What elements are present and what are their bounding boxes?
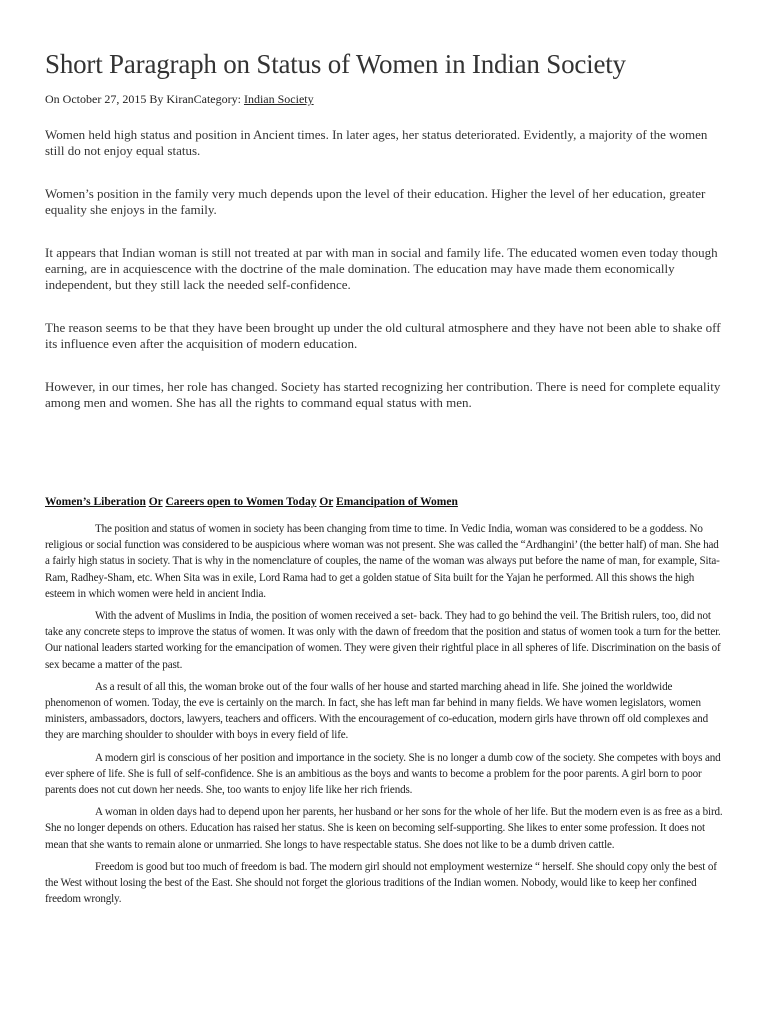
category-link[interactable]: Indian Society bbox=[243, 92, 314, 106]
post-meta bbox=[45, 92, 723, 107]
document-paragraph: Freedom is good but too much of freedom is bad. The modern girl should not employment westernize “ herself. She should copy only the best of the West without losing the best of the East. She should not forget the glorious traditions of the Indian women. Nobody, would like to keep her confined freedom wrongly. bbox=[45, 860, 717, 906]
post-date-author: On October 27, 2015 By KiranCategory: bbox=[45, 92, 244, 106]
document-title bbox=[45, 496, 725, 508]
title-part: Or bbox=[319, 496, 334, 508]
document-paragraph: As a result of all this, the woman broke out of the four walls of her house and started marching ahead in life. She joined the worldwide phenomenon of women. Today, the eve is certainly on the march. In fact, she has left man far behind in many fields. We have women legislators, women ministers, ambassadors, doctors, lawyers, teachers and officers. With the encouragement of co-education, modern girls have thrown off old complexes and they are marching shoulder to shoulder with boys in every field of life. bbox=[45, 680, 708, 742]
intro-paragraph: Women held high status and position in Ancient times. In later ages, her status deteriorated. Evidently, a majority of the women still do not enjoy equal status. bbox=[45, 127, 708, 158]
embedded-document bbox=[45, 496, 725, 907]
title-part: Or bbox=[148, 496, 163, 508]
document-paragraph: With the advent of Muslims in India, the position of women received a set- back. They had to go behind the veil. The British rulers, too, did not take any concrete steps to improve the status of women. It was only with the dawn of freedom that the position and status of women took a turn for the better. Our national leaders started working for the emancipation of women. They were given their rightful place in all spheres of life. Discrimination on the basis of sex became a matter of the past. bbox=[45, 610, 721, 671]
intro-paragraph: However, in our times, her role has changed. Society has started recognizing her contribution. There is need for complete equality among men and women. She has all the rights to command equal status with men. bbox=[45, 379, 721, 410]
title-part: Careers open to Women Today bbox=[165, 496, 317, 508]
intro-paragraph: The reason seems to be that they have been brought up under the old cultural atmosphere and they have not been able to shake off its influence even after the acquisition of modern education. bbox=[45, 320, 721, 351]
document-paragraph: The position and status of women in society has been changing from time to time. In Vedic India, woman was considered to be a goddess. No religious or social function was considered to be auspicious where woman was not present. She was called the “Ardhangini’ (the better half) of man. She had a fairly high status in society. That is why in the nomenclature of couples, the name of the woman was always put before the name of man, for example, Sita-Ram, Radhey-Sham, etc. When Sita was in exile, Lord Rama had to get a golden statue of Sita built for the Yajan he performed. All this shows the high esteem in which women were held in ancient India. bbox=[45, 523, 720, 600]
page-title: Short Paragraph on Status of Women in Indian Society bbox=[45, 49, 626, 79]
title-part: Women’s Liberation bbox=[45, 496, 146, 508]
intro-section bbox=[45, 127, 723, 411]
document-paragraph: A modern girl is conscious of her position and importance in the society. She is no longer a dumb cow of the society. She competes with boys and ever sphere of life. She is full of self-confidence. She is an ambitious as the boys and wants to become a problem for the poor parents. A girl born to poor parents does not cut down her needs. She, too wants to enjoy life like her rich friends. bbox=[45, 751, 721, 797]
intro-paragraph: Women’s position in the family very much depends upon the level of their education. Higher the level of her education, greater equality she enjoys in the family. bbox=[45, 186, 706, 217]
document-paragraph: A woman in olden days had to depend upon her parents, her husband or her sons for the whole of her life. But the modern even is as free as a bird. She no longer depends on others. Education has raised her status. She is keen on becoming self-supporting. She likes to enter some profession. It does not mean that she wants to remain alone or unmarried. She longs to have respectable status. She does not like to be a dumb driven cattle. bbox=[45, 806, 723, 851]
title-part: Emancipation of Women bbox=[336, 496, 458, 508]
intro-paragraph: It appears that Indian woman is still not treated at par with man in social and family life. The educated women even today though earning, are in acquiescence with the doctrine of the male domination. The education may have made them economically independent, but they still lack the needed self-confidence. bbox=[45, 245, 718, 292]
